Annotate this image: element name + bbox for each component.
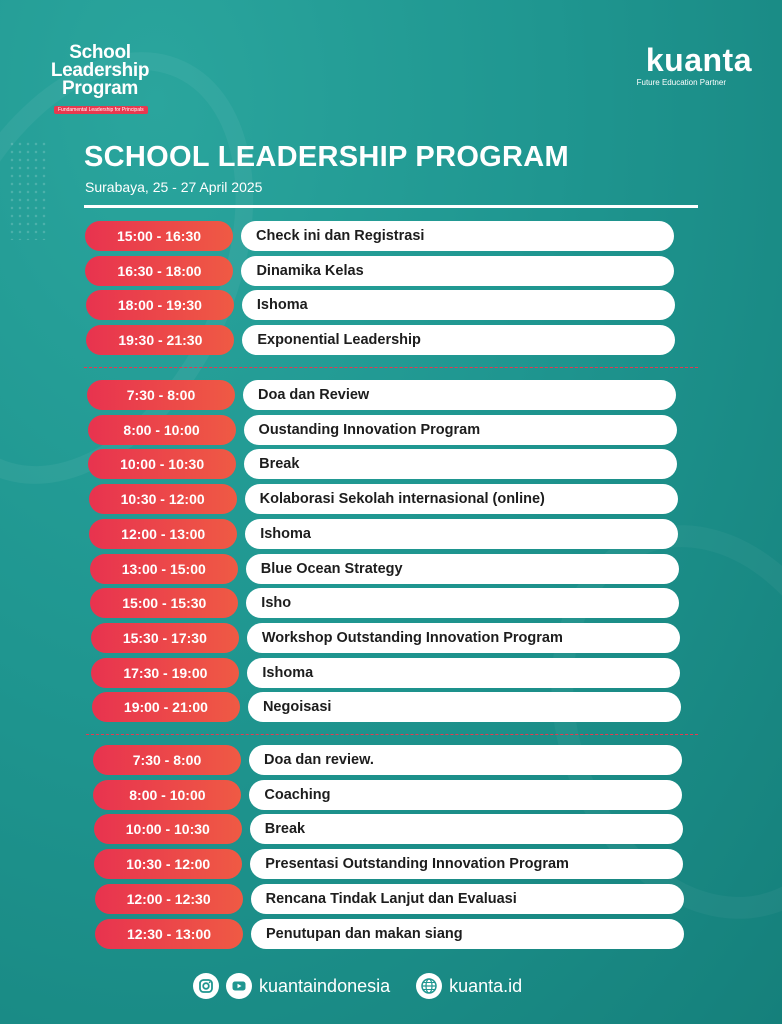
activity-pill: Kolaborasi Sekolah internasional (online): [245, 484, 678, 514]
instagram-icon[interactable]: [193, 973, 219, 999]
schedule-row: [89, 484, 678, 514]
time-pill: 8:00 - 10:00: [88, 415, 236, 445]
schedule-row: [86, 325, 675, 355]
day-separator: [86, 734, 698, 735]
activity-pill: Break: [244, 449, 677, 479]
activity-pill: Presentasi Outstanding Innovation Program: [250, 849, 683, 879]
activity-pill: Break: [250, 814, 683, 844]
youtube-icon[interactable]: [226, 973, 252, 999]
time-pill: 13:00 - 15:00: [90, 554, 238, 584]
schedule-row: [88, 449, 677, 479]
schedule-row: [93, 745, 682, 775]
time-pill: 19:30 - 21:30: [86, 325, 234, 355]
activity-pill: Exponential Leadership: [242, 325, 675, 355]
page-subtitle: Surabaya, 25 - 27 April 2025: [85, 179, 263, 195]
program-logo-line: Program: [61, 78, 139, 99]
time-pill: 15:30 - 17:30: [91, 623, 239, 653]
program-logo-tagline: Fundamental Leadership for Principals: [54, 106, 148, 114]
activity-pill: Coaching: [249, 780, 682, 810]
time-pill: 7:30 - 8:00: [87, 380, 235, 410]
schedule-row: [90, 588, 679, 618]
schedule-row: [93, 780, 682, 810]
activity-pill: Blue Ocean Strategy: [246, 554, 679, 584]
globe-icon[interactable]: [416, 973, 442, 999]
day-separator: [84, 367, 698, 368]
kuanta-logo-subtitle: Future Education Partner: [636, 78, 726, 87]
activity-pill: Doa dan review.: [249, 745, 682, 775]
time-pill: 19:00 - 21:00: [92, 692, 240, 722]
schedule-row: [91, 658, 680, 688]
program-logo-line: Leadership: [50, 60, 150, 81]
kuanta-logo-text: kuanta: [645, 42, 752, 78]
kuanta-logo: [637, 44, 752, 87]
activity-pill: Dinamika Kelas: [241, 256, 674, 286]
activity-pill: Ishoma: [247, 658, 680, 688]
program-logo: [40, 44, 160, 116]
time-pill: 18:00 - 19:30: [86, 290, 234, 320]
schedule-row: [85, 256, 674, 286]
time-pill: 15:00 - 15:30: [90, 588, 238, 618]
schedule-row: [91, 623, 680, 653]
activity-pill: Penutupan dan makan siang: [251, 919, 684, 949]
activity-pill: Isho: [246, 588, 679, 618]
schedule-row: [86, 290, 675, 320]
schedule-row: [95, 919, 684, 949]
schedule-row: [87, 380, 676, 410]
time-pill: 15:00 - 16:30: [85, 221, 233, 251]
schedule-row: [95, 884, 684, 914]
schedule-row: [90, 554, 679, 584]
time-pill: 16:30 - 18:00: [85, 256, 233, 286]
schedule-row: [89, 519, 678, 549]
schedule-row: [94, 814, 683, 844]
activity-pill: Negoisasi: [248, 692, 681, 722]
activity-pill: Doa dan Review: [243, 380, 676, 410]
dot-pattern: [8, 140, 48, 240]
activity-pill: Workshop Outstanding Innovation Program: [247, 623, 680, 653]
activity-pill: Check ini dan Registrasi: [241, 221, 674, 251]
schedule-row: [85, 221, 674, 251]
time-pill: 8:00 - 10:00: [93, 780, 241, 810]
time-pill: 10:00 - 10:30: [88, 449, 236, 479]
schedule-row: [92, 692, 681, 722]
time-pill: 10:30 - 12:00: [94, 849, 242, 879]
activity-pill: Oustanding Innovation Program: [244, 415, 677, 445]
time-pill: 12:00 - 12:30: [95, 884, 243, 914]
program-logo-line: School: [69, 42, 131, 63]
time-pill: 10:00 - 10:30: [94, 814, 242, 844]
time-pill: 12:00 - 13:00: [89, 519, 237, 549]
social-handle[interactable]: kuantaindonesia: [259, 975, 391, 996]
page-title: SCHOOL LEADERSHIP PROGRAM: [84, 141, 569, 173]
website-link[interactable]: kuanta.id: [449, 975, 523, 996]
activity-pill: Ishoma: [242, 290, 675, 320]
time-pill: 17:30 - 19:00: [91, 658, 239, 688]
time-pill: 7:30 - 8:00: [93, 745, 241, 775]
schedule-row: [94, 849, 683, 879]
time-pill: 10:30 - 12:00: [89, 484, 237, 514]
title-divider: [84, 205, 698, 208]
footer: [193, 972, 522, 1000]
time-pill: 12:30 - 13:00: [95, 919, 243, 949]
schedule-row: [88, 415, 677, 445]
activity-pill: Ishoma: [245, 519, 678, 549]
activity-pill: Rencana Tindak Lanjut dan Evaluasi: [251, 884, 684, 914]
